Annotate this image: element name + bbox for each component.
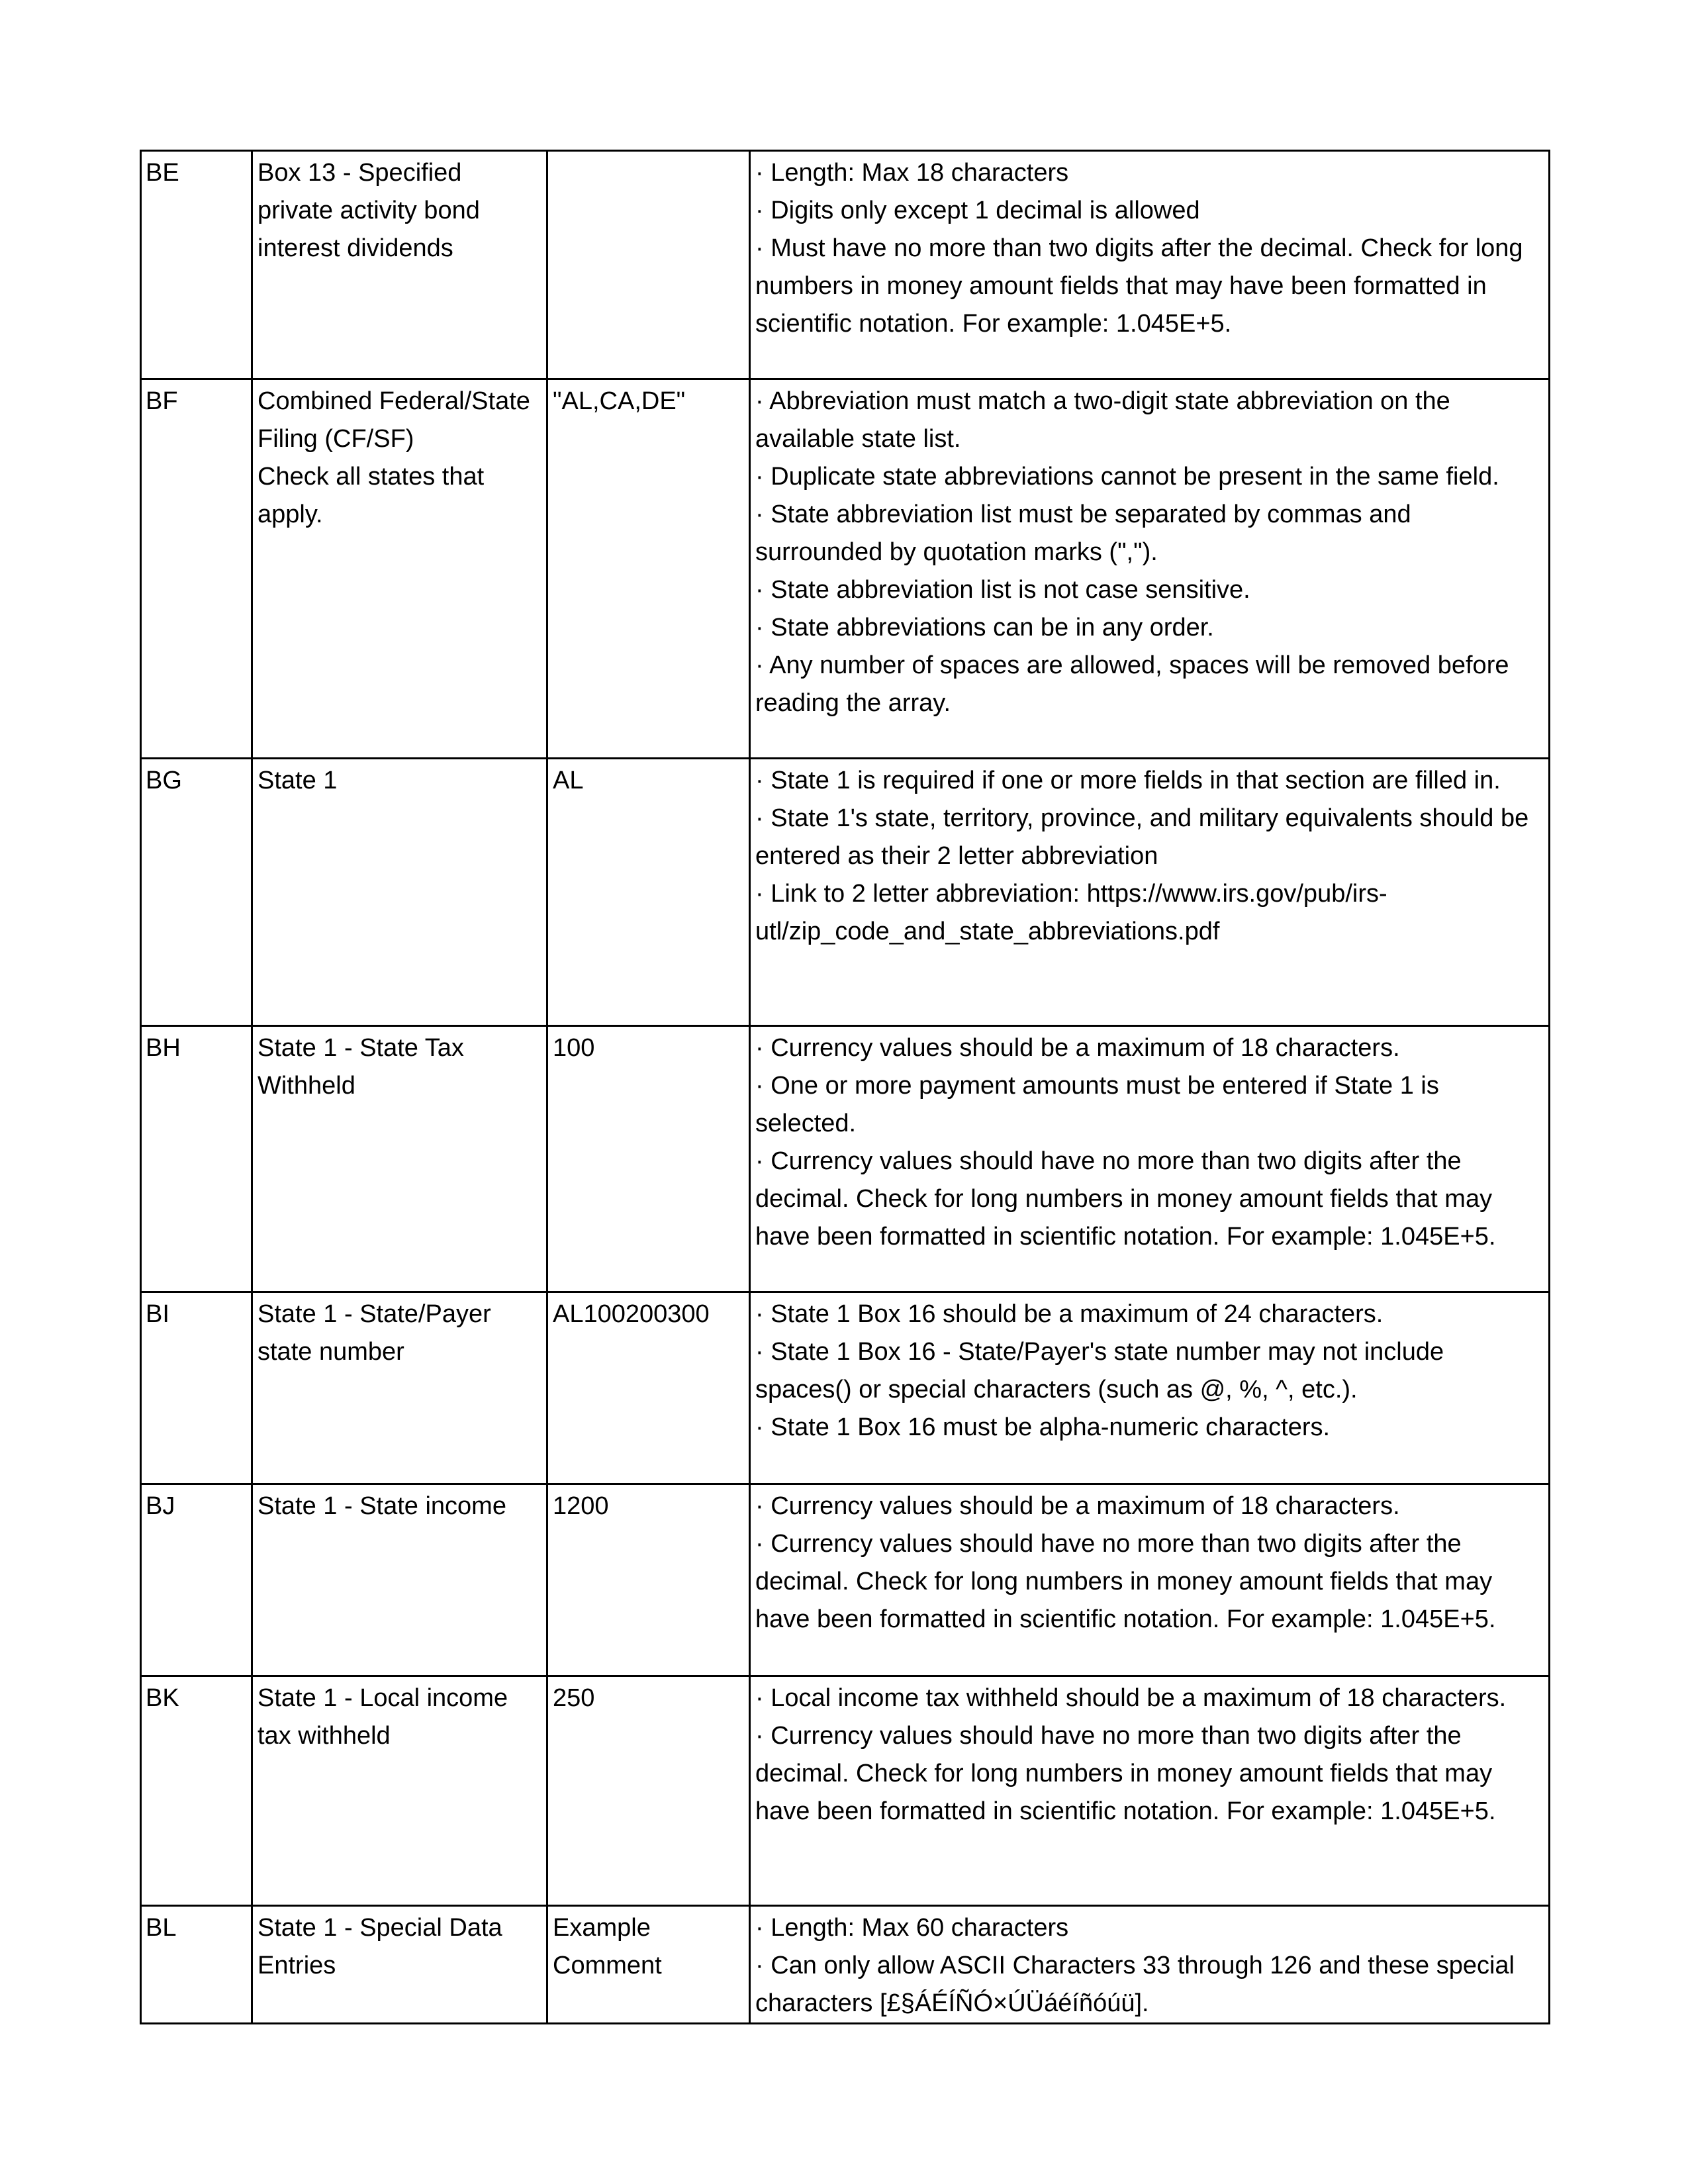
table-row [141,1026,1550,1292]
rule-line: · State 1 is required if one or more fields in that section are filled in. [755,767,1501,794]
example-value-cell: AL [547,759,750,1026]
validation-rules-cell [750,1484,1550,1676]
table-row [141,1676,1550,1906]
rule-line: · State 1 Box 16 - State/Payer's state number may not include spaces() or special characters (such as @, %, ^, etc.). [755,1338,1444,1403]
rule-line: · State abbreviation list is not case sensitive. [755,576,1250,604]
example-value-cell: 1200 [547,1484,750,1676]
validation-rules-cell [750,379,1550,759]
rule-line: · State abbreviation list must be separated by commas and surrounded by quotation marks (","). [755,500,1411,566]
rule-line: · Any number of spaces are allowed, spaces will be removed before reading the array. [755,651,1509,717]
column-code-cell: BL [141,1906,252,2024]
rule-line: · State 1 Box 16 must be alpha-numeric characters. [755,1413,1331,1441]
table-row [141,379,1550,759]
column-code-cell: BG [141,759,252,1026]
field-name-cell: State 1 - State income [252,1484,547,1676]
rule-line: · Duplicate state abbreviations cannot be present in the same field. [755,463,1499,491]
column-code-cell: BK [141,1676,252,1906]
rule-line: · Can only allow ASCII Characters 33 through 126 and these special characters [£§ÁÉÍÑÓ×ÚÜáéíñóúü]. [755,1952,1515,2017]
column-code-cell: BJ [141,1484,252,1676]
rule-line: · Length: Max 18 characters [755,159,1069,187]
field-name-cell: State 1 - Local income tax withheld [252,1676,547,1906]
field-name-cell: State 1 - State Tax Withheld [252,1026,547,1292]
example-value-cell: "AL,CA,DE" [547,379,750,759]
rule-line: · One or more payment amounts must be entered if State 1 is selected. [755,1072,1439,1137]
field-name-cell: State 1 [252,759,547,1026]
rule-line: · Currency values should have no more than two digits after the decimal. Check for long numbers in money amount fields that may have been formatted in scientific notation. For example: 1.045E+5. [755,1722,1496,1825]
column-code-cell: BE [141,151,252,379]
field-name-cell: Combined Federal/State Filing (CF/SF) Check all states that apply. [252,379,547,759]
rule-line: · Link to 2 letter abbreviation: https://www.irs.gov/pub/irs-utl/zip_code_and_state_abbreviations.pdf [755,880,1387,945]
rule-line: · Digits only except 1 decimal is allowed [755,197,1200,224]
field-name-cell: State 1 - Special Data Entries [252,1906,547,2024]
validation-rules-cell [750,1906,1550,2024]
column-code-cell: BH [141,1026,252,1292]
column-code-cell: BF [141,379,252,759]
validation-rules-cell [750,151,1550,379]
field-rules-table [140,150,1550,2024]
validation-rules-cell [750,1292,1550,1484]
rule-line: · State abbreviations can be in any order. [755,614,1214,641]
example-value-cell: AL100200300 [547,1292,750,1484]
table-row [141,1906,1550,2024]
table-row [141,759,1550,1026]
rule-line: · Must have no more than two digits after the decimal. Check for long numbers in money amount fields that may have been formatted in scientific notation. For example: 1.045E+5. [755,234,1523,338]
table-row [141,1292,1550,1484]
rule-line: · Abbreviation must match a two-digit state abbreviation on the available state list. [755,387,1450,453]
field-name-cell: State 1 - State/Payer state number [252,1292,547,1484]
field-name-cell: Box 13 - Specified private activity bond interest dividends [252,151,547,379]
column-code-cell: BI [141,1292,252,1484]
rule-line: · Local income tax withheld should be a maximum of 18 characters. [755,1684,1507,1712]
table-row [141,151,1550,379]
validation-rules-cell [750,759,1550,1026]
example-value-cell: 100 [547,1026,750,1292]
rule-line: · Length: Max 60 characters [755,1914,1069,1942]
example-value-cell: 250 [547,1676,750,1906]
validation-rules-cell [750,1026,1550,1292]
rule-line: · Currency values should have no more than two digits after the decimal. Check for long numbers in money amount fields that may have been formatted in scientific notation. For example: 1.045E+5. [755,1147,1496,1251]
rule-line: · Currency values should be a maximum of 18 characters. [755,1492,1400,1520]
rule-line: · State 1's state, territory, province, and military equivalents should be entered as their 2 letter abbreviation [755,804,1529,870]
rule-line: · State 1 Box 16 should be a maximum of 24 characters. [755,1300,1383,1328]
example-value-cell: Example Comment [547,1906,750,2024]
table-row [141,1484,1550,1676]
validation-rules-cell [750,1676,1550,1906]
rule-line: · Currency values should have no more than two digits after the decimal. Check for long numbers in money amount fields that may have been formatted in scientific notation. For example: 1.045E+5. [755,1530,1496,1633]
rule-line: · Currency values should be a maximum of 18 characters. [755,1034,1400,1062]
example-value-cell [547,151,750,379]
